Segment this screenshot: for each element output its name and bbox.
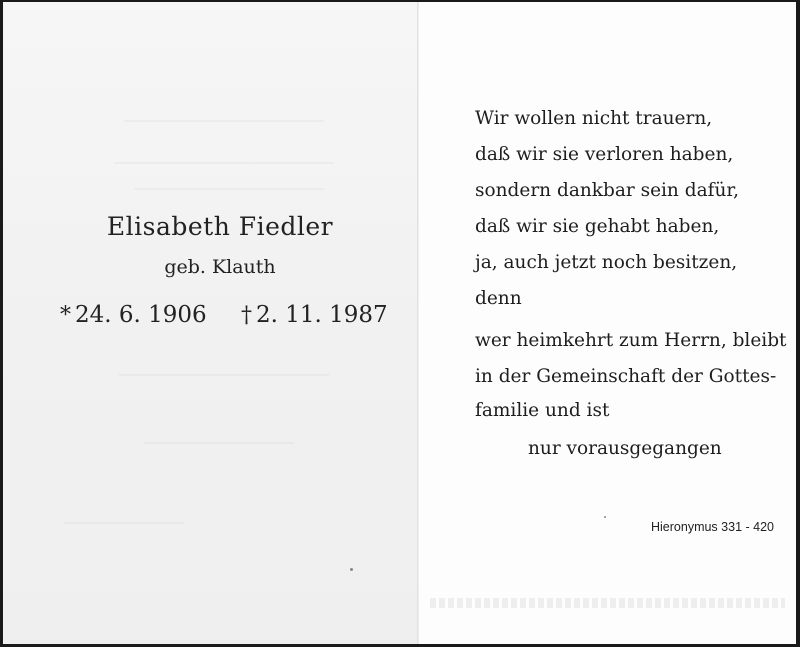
poem-line: denn: [475, 288, 522, 309]
card-right-panel: [419, 0, 800, 647]
show-through-line: [124, 120, 324, 122]
show-through-line: [134, 188, 324, 190]
poem-line: sondern dankbar sein dafür,: [475, 180, 740, 201]
death-date: 2. 11. 1987: [256, 302, 388, 328]
death-date-group: [241, 302, 388, 328]
death-cross-icon: †: [241, 303, 252, 328]
poem-line: nur vorausgegangen: [528, 438, 722, 459]
deceased-name: Elisabeth Fiedler: [106, 212, 334, 241]
birth-date: 24. 6. 1906: [75, 302, 207, 328]
paper-speck: [350, 568, 353, 571]
poem-line: in der Gemeinschaft der Gottes-: [475, 366, 777, 387]
poem-line: daß wir sie verloren haben,: [475, 144, 734, 165]
show-through-line: [144, 442, 294, 444]
scan-edge-top: [0, 0, 800, 2]
poem-line: wer heimkehrt zum Herrn, bleibt: [475, 330, 787, 351]
show-through-line: [114, 162, 334, 164]
poem-attribution: Hieronymus 331 - 420: [651, 520, 774, 534]
show-through-line: [64, 522, 184, 524]
scan-edge-left: [0, 0, 3, 647]
birth-star-icon: *: [60, 303, 71, 328]
scan-edge-right: [796, 0, 800, 647]
poem-line: familie und ist: [475, 400, 610, 421]
poem-line: Wir wollen nicht trauern,: [475, 108, 713, 129]
birth-name: geb. Klauth: [164, 256, 276, 278]
birth-date-group: [60, 302, 207, 328]
show-through-line: [119, 374, 329, 376]
paper-speck: [604, 516, 606, 518]
show-through-print: [430, 598, 785, 608]
poem-line: daß wir sie gehabt haben,: [475, 216, 720, 237]
poem-line: ja, auch jetzt noch besitzen,: [475, 252, 738, 273]
